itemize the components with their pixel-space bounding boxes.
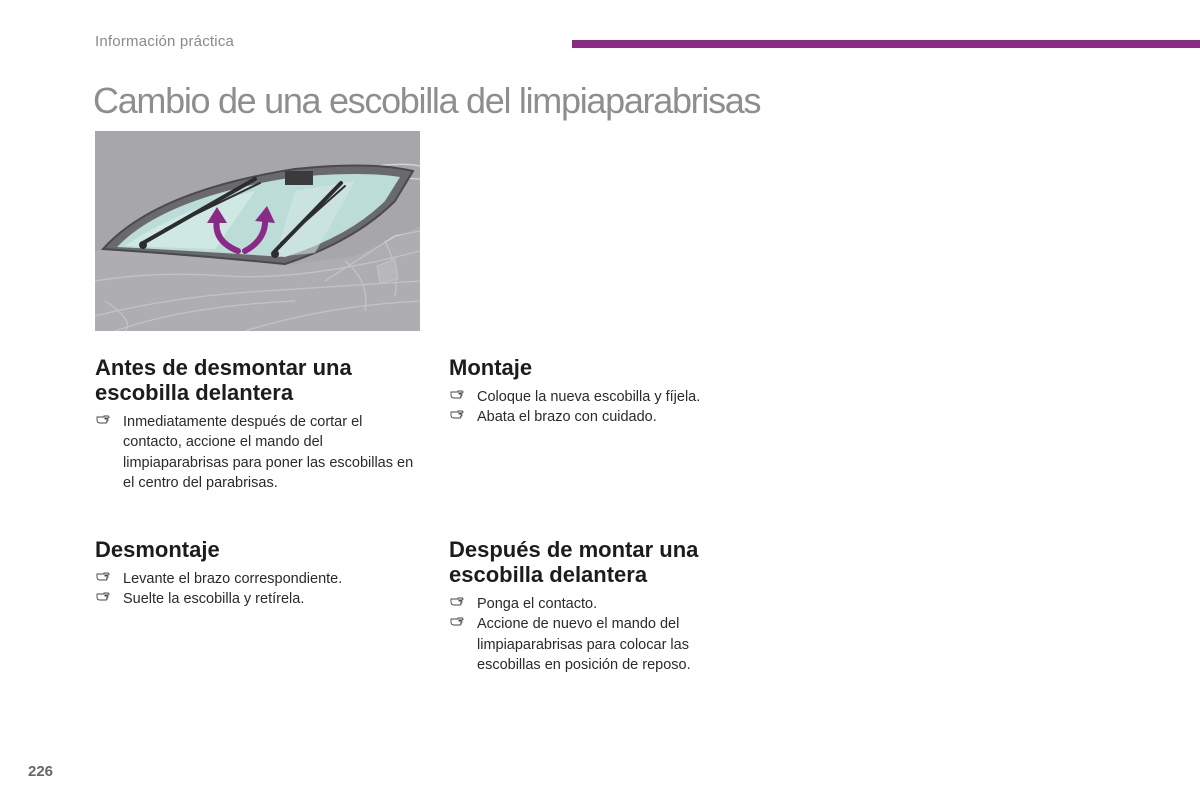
- header-accent-bar: [572, 40, 1200, 48]
- pointing-finger-icon: [450, 615, 464, 629]
- installation-heading: Montaje: [449, 355, 533, 380]
- removal-heading: Desmontaje: [95, 537, 220, 562]
- windshield-wiper-lift-illustration: [95, 131, 420, 331]
- installation-list: [449, 387, 779, 428]
- list-item: Inmediatamente después de cortar el contacto, accione el mando del limpiaparabrisas para poner las escobillas en el centro del parabrisas.: [95, 412, 415, 493]
- list-item: Accione de nuevo el mando del limpiaparabrisas para colocar las escobillas en posición de reposo.: [449, 614, 739, 675]
- after-installation-section: [449, 537, 779, 675]
- pointing-finger-icon: [96, 570, 110, 584]
- after-installation-list: [449, 594, 779, 675]
- pointing-finger-icon: [96, 413, 110, 427]
- installation-section: [449, 355, 779, 428]
- before-removal-heading: Antes de desmontar una escobilla delantera: [95, 355, 352, 405]
- removal-section: [95, 537, 425, 610]
- pointing-finger-icon: [450, 388, 464, 402]
- pointing-finger-icon: [96, 590, 110, 604]
- removal-list: [95, 569, 425, 610]
- list-item: Coloque la nueva escobilla y fíjela.: [449, 387, 779, 407]
- list-item: Levante el brazo correspondiente.: [95, 569, 425, 589]
- section-header: Información práctica: [95, 33, 235, 50]
- after-installation-heading: Después de montar una escobilla delantera: [449, 537, 699, 587]
- before-removal-section: [95, 355, 425, 493]
- list-item: Ponga el contacto.: [449, 594, 779, 614]
- before-removal-list: [95, 412, 425, 493]
- pointing-finger-icon: [450, 408, 464, 422]
- list-item: Abata el brazo con cuidado.: [449, 407, 779, 427]
- list-item: Suelte la escobilla y retírela.: [95, 589, 425, 609]
- page-number: 226: [28, 763, 54, 780]
- pointing-finger-icon: [450, 595, 464, 609]
- page-title: Cambio de una escobilla del limpiaparabrisas: [93, 80, 761, 121]
